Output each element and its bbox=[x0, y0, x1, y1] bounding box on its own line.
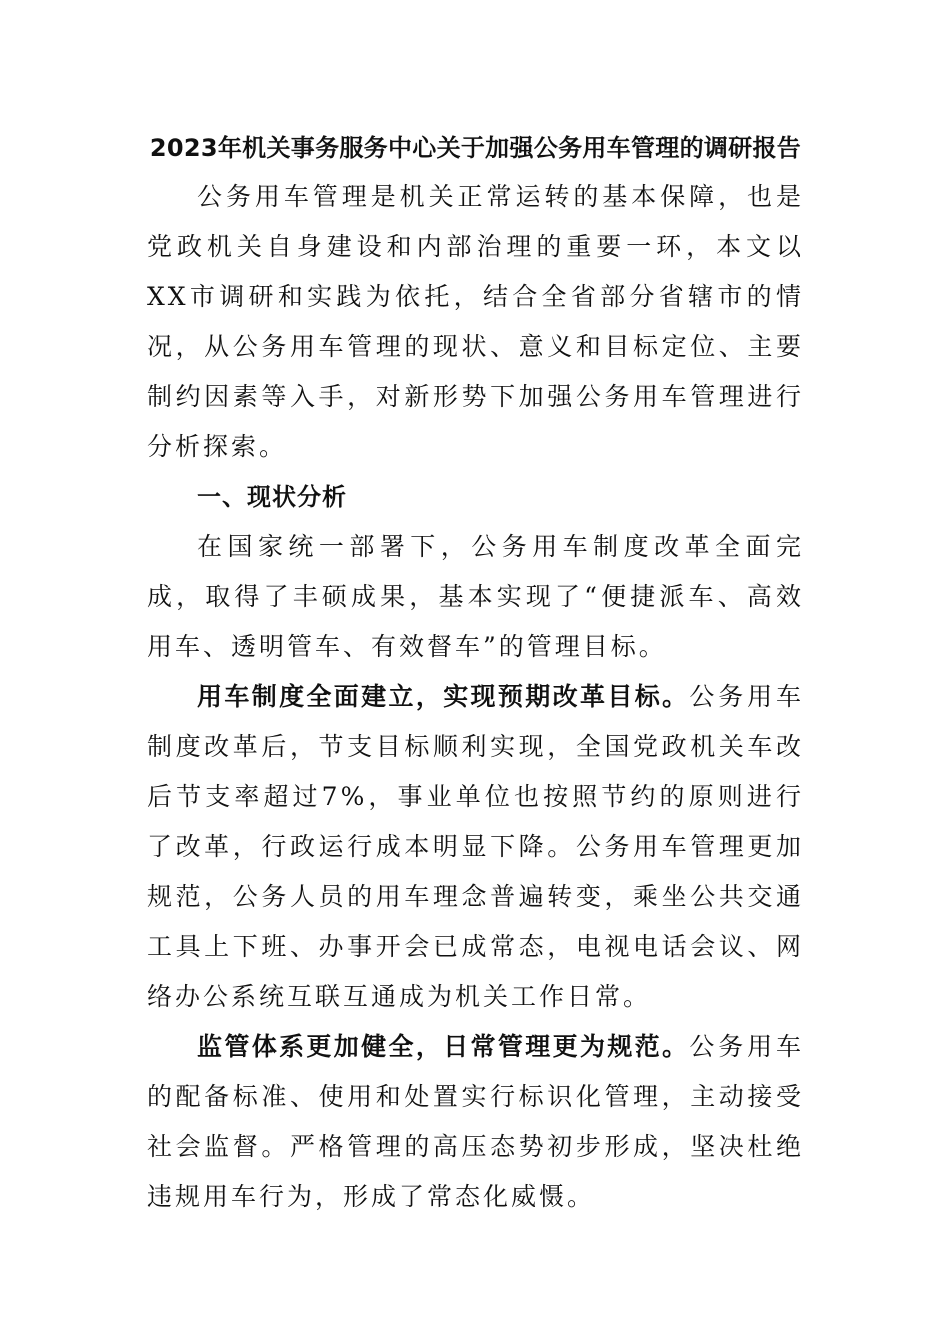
point-text-1: 公务用车制度改革后，节支目标顺利实现，全国党政机关车改后节支率超过7%，事业单位也按照节约的原则进行了改革，行政运行成本明显下降。公务用车管理更加规范，公务人员的用车理念普遍转变，乘坐公共交通工具上下班、办事开会已成常态，电视电话会议、网络办公系统互联互通成为机关工作日常。 bbox=[147, 682, 804, 1011]
point-lead-2: 监管体系更加健全，日常管理更为规范。 bbox=[197, 1032, 690, 1061]
point-lead-1: 用车制度全面建立，实现预期改革目标。 bbox=[197, 682, 690, 711]
point-paragraph-2 bbox=[147, 1022, 804, 1222]
point-paragraph-1 bbox=[147, 672, 804, 1022]
point-text-2: 公务用车的配备标准、使用和处置实行标识化管理，主动接受社会监督。严格管理的高压态势初步形成，坚决杜绝违规用车行为，形成了常态化威慑。 bbox=[147, 1032, 804, 1211]
intro-paragraph: 公务用车管理是机关正常运转的基本保障，也是党政机关自身建设和内部治理的重要一环，本文以XX市调研和实践为依托，结合全省部分省辖市的情况，从公务用车管理的现状、意义和目标定位、主要制约因素等入手，对新形势下加强公务用车管理进行分析探索。 bbox=[147, 182, 804, 461]
document-body bbox=[147, 124, 804, 1222]
section-paragraph: 在国家统一部署下，公务用车制度改革全面完成，取得了丰硕成果，基本实现了“便捷派车、高效用车、透明管车、有效督车”的管理目标。 bbox=[147, 532, 804, 661]
section-heading: 一、现状分析 bbox=[197, 483, 347, 511]
document-title: 2023年机关事务服务中心关于加强公务用车管理的调研报告 bbox=[149, 134, 802, 162]
